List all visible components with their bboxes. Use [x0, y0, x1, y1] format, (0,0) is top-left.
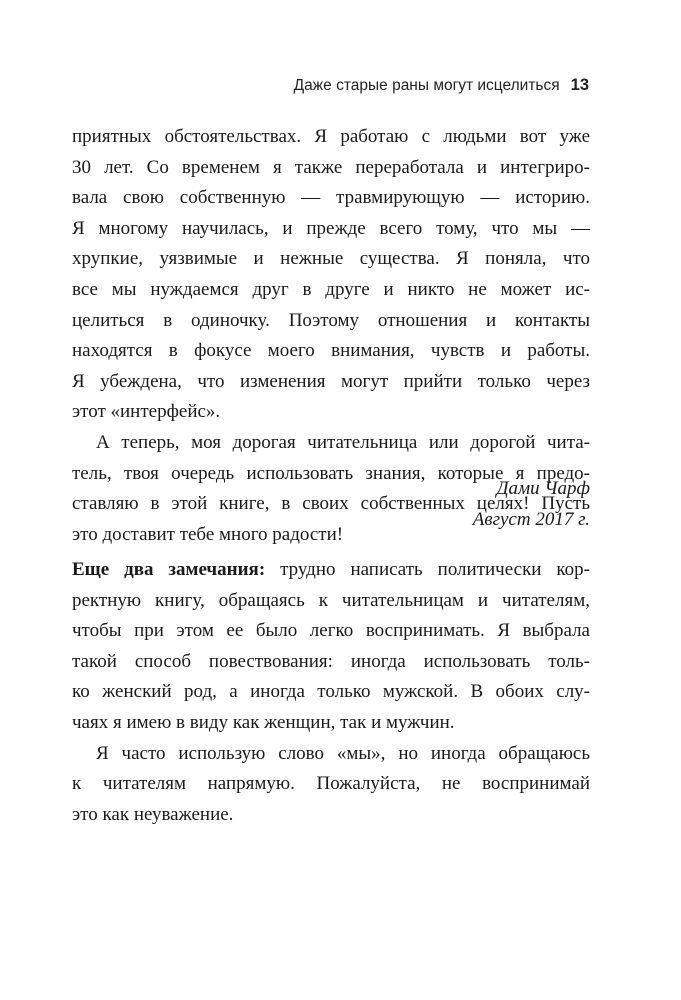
text-line: находятся в фокусе моего внимания, чувств и работы.: [72, 340, 590, 362]
text-line: тель, твоя очередь использовать знания, которые я предо-: [72, 462, 590, 484]
running-title: Даже старые раны могут исцелиться: [293, 77, 560, 94]
page-number: 13: [570, 76, 589, 94]
text-line: 30 лет. Со временем я также переработала и интегриро-: [72, 156, 590, 178]
text-line: ставляю в этой книге, в своих собственных целях! Пусть: [72, 493, 590, 515]
note-heading: Еще два замечания:: [72, 559, 266, 580]
text-line: Я часто использую слово «мы», но иногда обращаюсь: [96, 742, 590, 764]
text-line: такой способ повествования: иногда использовать толь-: [72, 650, 590, 672]
text-line: это как неуважение.: [72, 803, 234, 825]
text-line: этот «интерфейс».: [72, 401, 221, 423]
text-line: чаях я имею в виду как женщин, так и мужчин.: [72, 711, 455, 733]
signature-date: Август 2017 г.: [472, 508, 590, 530]
text-line: Я убеждена, что изменения могут прийти только через: [72, 370, 590, 392]
text-line: вала свою собственную — травмирующую — историю.: [72, 187, 590, 209]
text-line: ректную книгу, обращаясь к читательницам и читателям,: [72, 589, 590, 611]
text-line: к читателям напрямую. Пожалуйста, не воспринимай: [72, 773, 590, 795]
author-name: Дами Чарф: [496, 478, 590, 499]
author-signature: [473, 474, 590, 535]
text-line: это доставит тебе много радости!: [72, 523, 344, 545]
text-line: приятных обстоятельствах. Я работаю с людьми вот уже: [72, 126, 590, 147]
text-line: хрупкие, уязвимые и нежные существа. Я поняла, что: [72, 248, 590, 270]
text-line: Я многому научилась, и прежде всего тому, что мы —: [72, 217, 590, 239]
text-line: целиться в одиночку. Поэтому отношения и контакты: [72, 309, 590, 331]
note-paragraph: [72, 555, 590, 830]
text-line: все мы нуждаемся друг в друге и никто не может ис-: [72, 278, 590, 300]
text-line: [72, 555, 590, 586]
running-header: [294, 76, 589, 100]
text-line: ко женский род, а иногда только мужской. В обоих слу-: [72, 681, 590, 703]
text-line: чтобы при этом ее было легко воспринимать. Я выбрала: [72, 620, 590, 642]
note-first-line-text: трудно написать политически кор-: [265, 559, 591, 580]
text-line: А теперь, моя дорогая читательница или дорогой чита-: [96, 431, 590, 453]
